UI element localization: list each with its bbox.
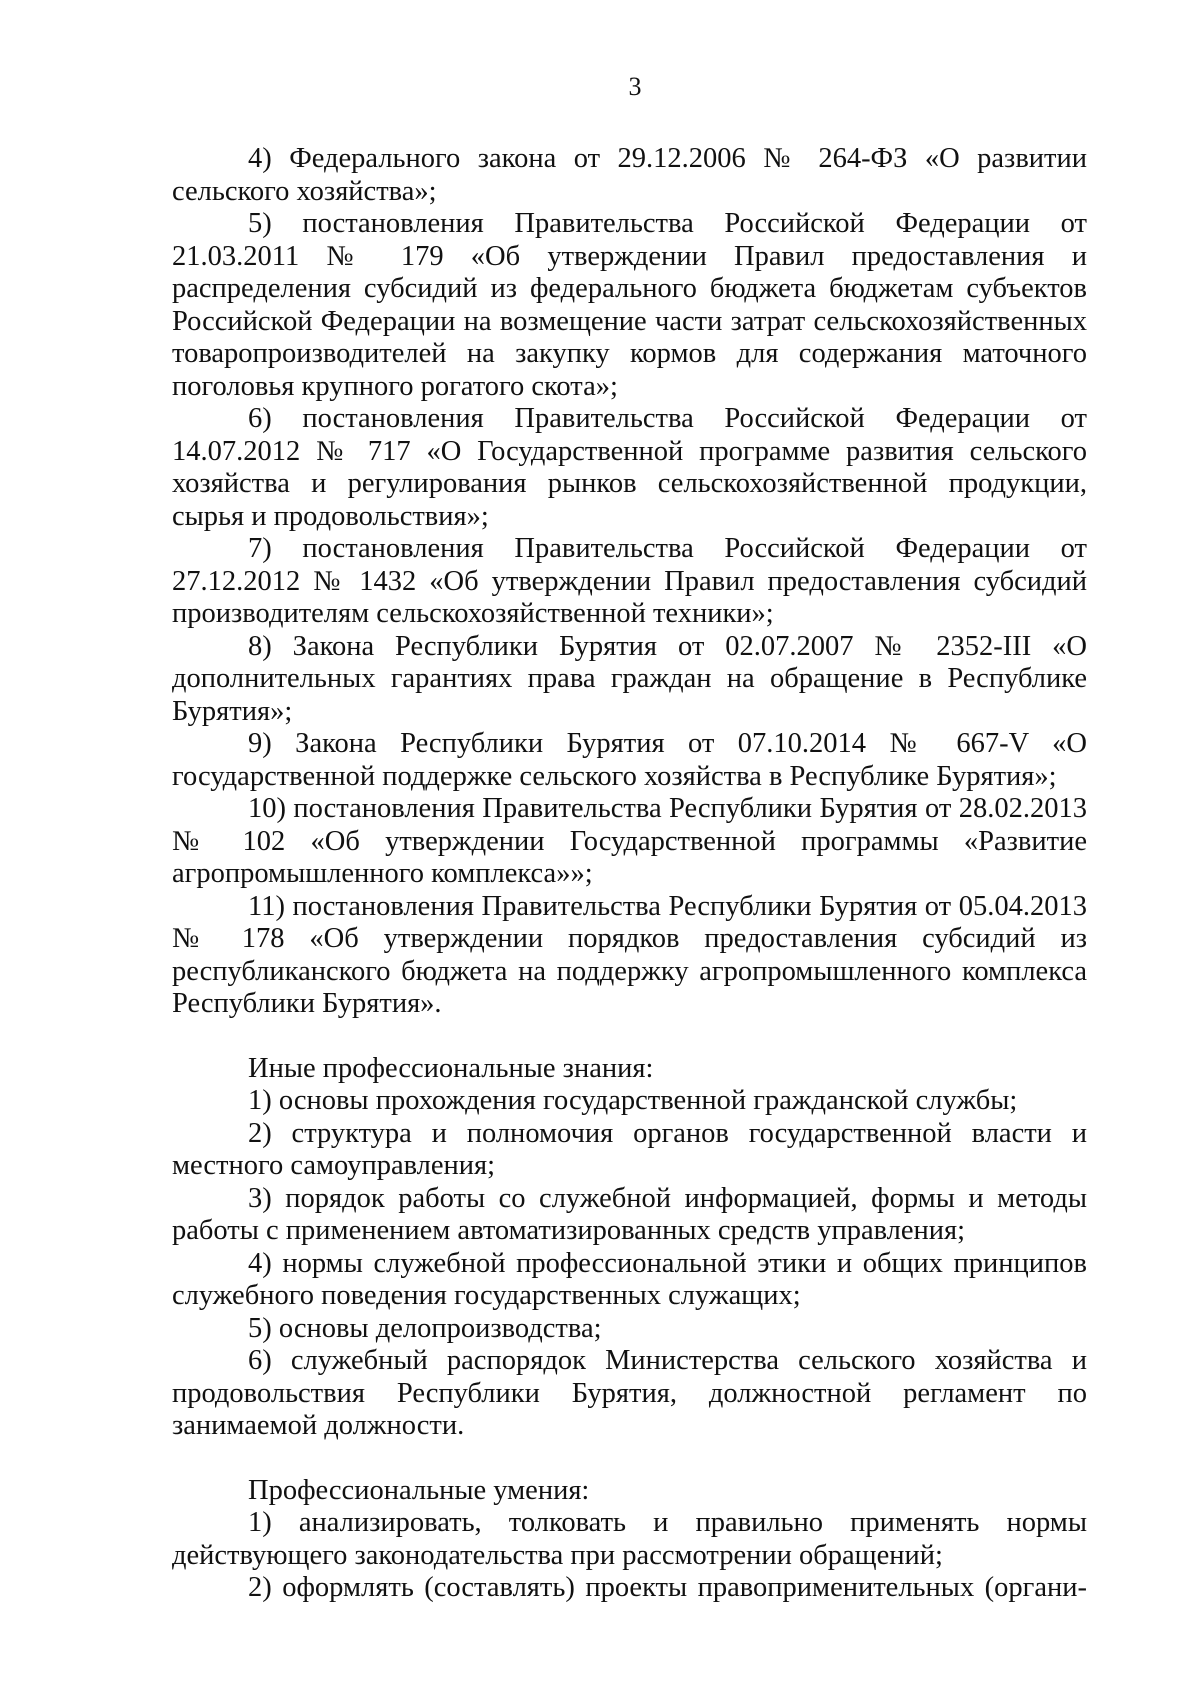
- other-knowledge-section: [172, 1053, 1087, 1443]
- document-body: [172, 143, 1087, 1605]
- legal-basis-item-10: 10) постановления Правительства Республики Бурятия от 28.02.2013 № 102 «Об утверждении Государственной программы «Развитие агропромышленного комплекса»»;: [172, 793, 1087, 889]
- skills-item-2: 2) оформлять (составлять) проекты правоприменительных (органи-: [248, 1572, 1087, 1603]
- page-number: 3: [628, 72, 642, 101]
- other-knowledge-heading: Иные профессиональные знания:: [248, 1052, 654, 1084]
- other-knowledge-item-1: 1) основы прохождения государственной гражданской службы;: [248, 1085, 1018, 1116]
- skills-item-1: 1) анализировать, толковать и правильно применять нормы действующего законодательства при рассмотрении обращений;: [172, 1507, 1087, 1571]
- legal-basis-item-6: 6) постановления Правительства Российской Федерации от 14.07.2012 № 717 «О Государственной программе развития сельского хозяйства и регулирования рынков сельскохозяйственной продукции, сырья и продовольствия»;: [172, 403, 1087, 532]
- legal-basis-item-11: 11) постановления Правительства Республики Бурятия от 05.04.2013 № 178 «Об утверждении порядков предоставления субсидий из республиканского бюджета на поддержку агропромышленного комплекса Республики Бурятия».: [172, 890, 1087, 1019]
- other-knowledge-item-3: 3) порядок работы со служебной информацией, формы и методы работы с применением автоматизированных средств управления;: [172, 1182, 1087, 1246]
- legal-basis-item-8: 8) Закона Республики Бурятия от 02.07.2007 № 2352-III «О дополнительных гарантиях права граждан на обращение в Республике Бурятия»;: [172, 630, 1087, 727]
- other-knowledge-item-5: 5) основы делопроизводства;: [248, 1312, 602, 1344]
- legal-basis-item-9: 9) Закона Республики Бурятия от 07.10.2014 № 667-V «О государственной поддержке сельского хозяйства в Республике Бурятия»;: [172, 728, 1087, 792]
- skills-heading: Профессиональные умения:: [248, 1474, 590, 1506]
- legal-basis-item-4: 4) Федерального закона от 29.12.2006 № 264-ФЗ «О развитии сельского хозяйства»;: [172, 143, 1087, 207]
- other-knowledge-item-2: 2) структура и полномочия органов государственной власти и местного самоуправления;: [172, 1117, 1087, 1181]
- legal-basis-item-5: 5) постановления Правительства Российской Федерации от 21.03.2011 № 179 «Об утверждении Правил предоставления и распределения субсидий из федерального бюджета бюджетам субъектов Российской Федерации на возмещение части затрат сельскохозяйственных товаропроизводителей на закупку кормов для содержания маточного поголовья крупного рогатого скота»;: [172, 208, 1087, 402]
- legal-basis-item-7: 7) постановления Правительства Российской Федерации от 27.12.2012 № 1432 «Об утверждении Правил предоставления субсидий производителям сельскохозяйственной техники»;: [172, 533, 1087, 629]
- other-knowledge-item-6: 6) служебный распорядок Министерства сельского хозяйства и продовольствия Республики Бурятия, должностной регламент по занимаемой должности.: [172, 1345, 1087, 1441]
- other-knowledge-item-4: 4) нормы служебной профессиональной этики и общих принципов служебного поведения государственных служащих;: [172, 1247, 1087, 1311]
- skills-section: [172, 1475, 1087, 1605]
- legal-basis-list: [172, 143, 1087, 1021]
